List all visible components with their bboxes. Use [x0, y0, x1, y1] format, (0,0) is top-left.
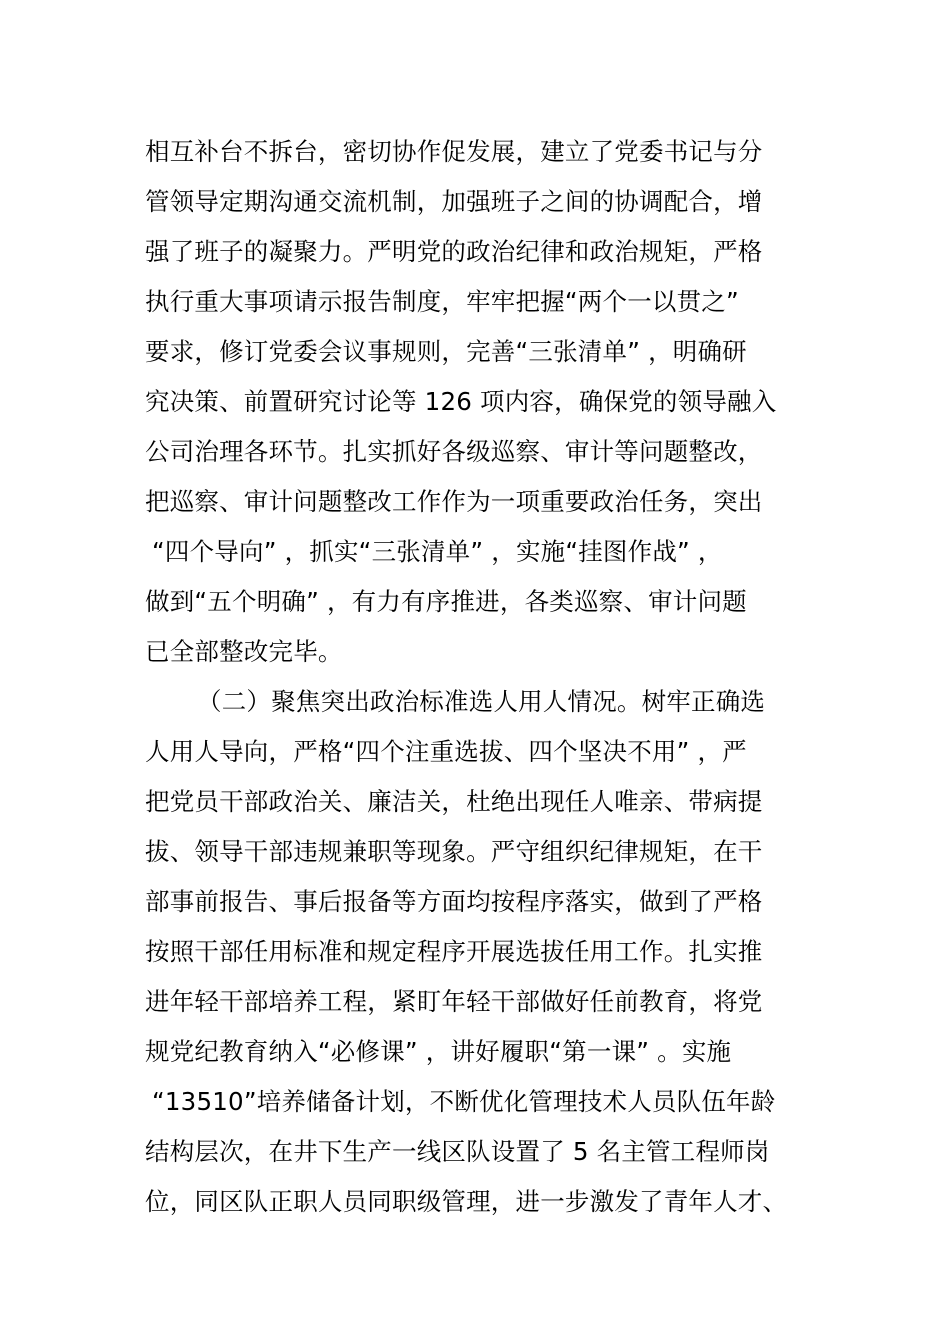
text-line: 相互补台不拆台，密切协作促发展，建立了党委书记与分 [145, 137, 763, 166]
text-line: 结构层次，在井下生产一线区队设置了 5 名主管工程师岗 [145, 1137, 770, 1166]
text-line: 强了班子的凝聚力。严明党的政治纪律和政治规矩，严格 [145, 237, 763, 266]
text-line: 做到“五个明确” ，有力有序推进，各类巡察、审计问题 [145, 587, 747, 616]
text-line: 把党员干部政治关、廉洁关，杜绝出现任人唯亲、带病提 [145, 787, 763, 816]
text-line: 位，同区队正职人员同职级管理，进一步激发了青年人才、 [145, 1187, 788, 1216]
text-line: 公司治理各环节。扎实抓好各级巡察、审计等问题整改， [145, 437, 763, 466]
text-line: 把巡察、审计问题整改工作作为一项重要政治任务，突出 [145, 487, 763, 516]
section-heading-line: （二）聚焦突出政治标准选人用人情况。树牢正确选 [197, 687, 766, 716]
text-line: 拔、领导干部违规兼职等现象。严守组织纪律规矩，在干 [145, 837, 763, 866]
text-line: “13510”培养储备计划，不断优化管理技术人员队伍年龄 [152, 1087, 776, 1116]
text-line: 人用人导向，严格“四个注重选拔、四个坚决不用” ，严 [145, 737, 747, 766]
text-line: 进年轻干部培养工程，紧盯年轻干部做好任前教育，将党 [145, 987, 763, 1016]
text-line: 管领导定期沟通交流机制，加强班子之间的协调配合，增 [145, 187, 763, 216]
text-line: 要求，修订党委会议事规则，完善“三张清单” ，明确研 [145, 337, 747, 366]
text-line: 部事前报告、事后报备等方面均按程序落实，做到了严格 [145, 887, 763, 916]
text-line: 规党纪教育纳入“必修课” ，讲好履职“第一课” 。实施 [145, 1037, 732, 1066]
text-line: 已全部整改完毕。 [145, 637, 343, 666]
text-line: “四个导向” ，抓实“三张清单” ，实施“挂图作战” ， [152, 537, 723, 566]
text-line: 执行重大事项请示报告制度，牢牢把握“两个一以贯之” [145, 287, 739, 316]
text-line: 按照干部任用标准和规定程序开展选拔任用工作。扎实推 [145, 937, 763, 966]
text-line: 究决策、前置研究讨论等 126 项内容，确保党的领导融入 [145, 387, 777, 416]
